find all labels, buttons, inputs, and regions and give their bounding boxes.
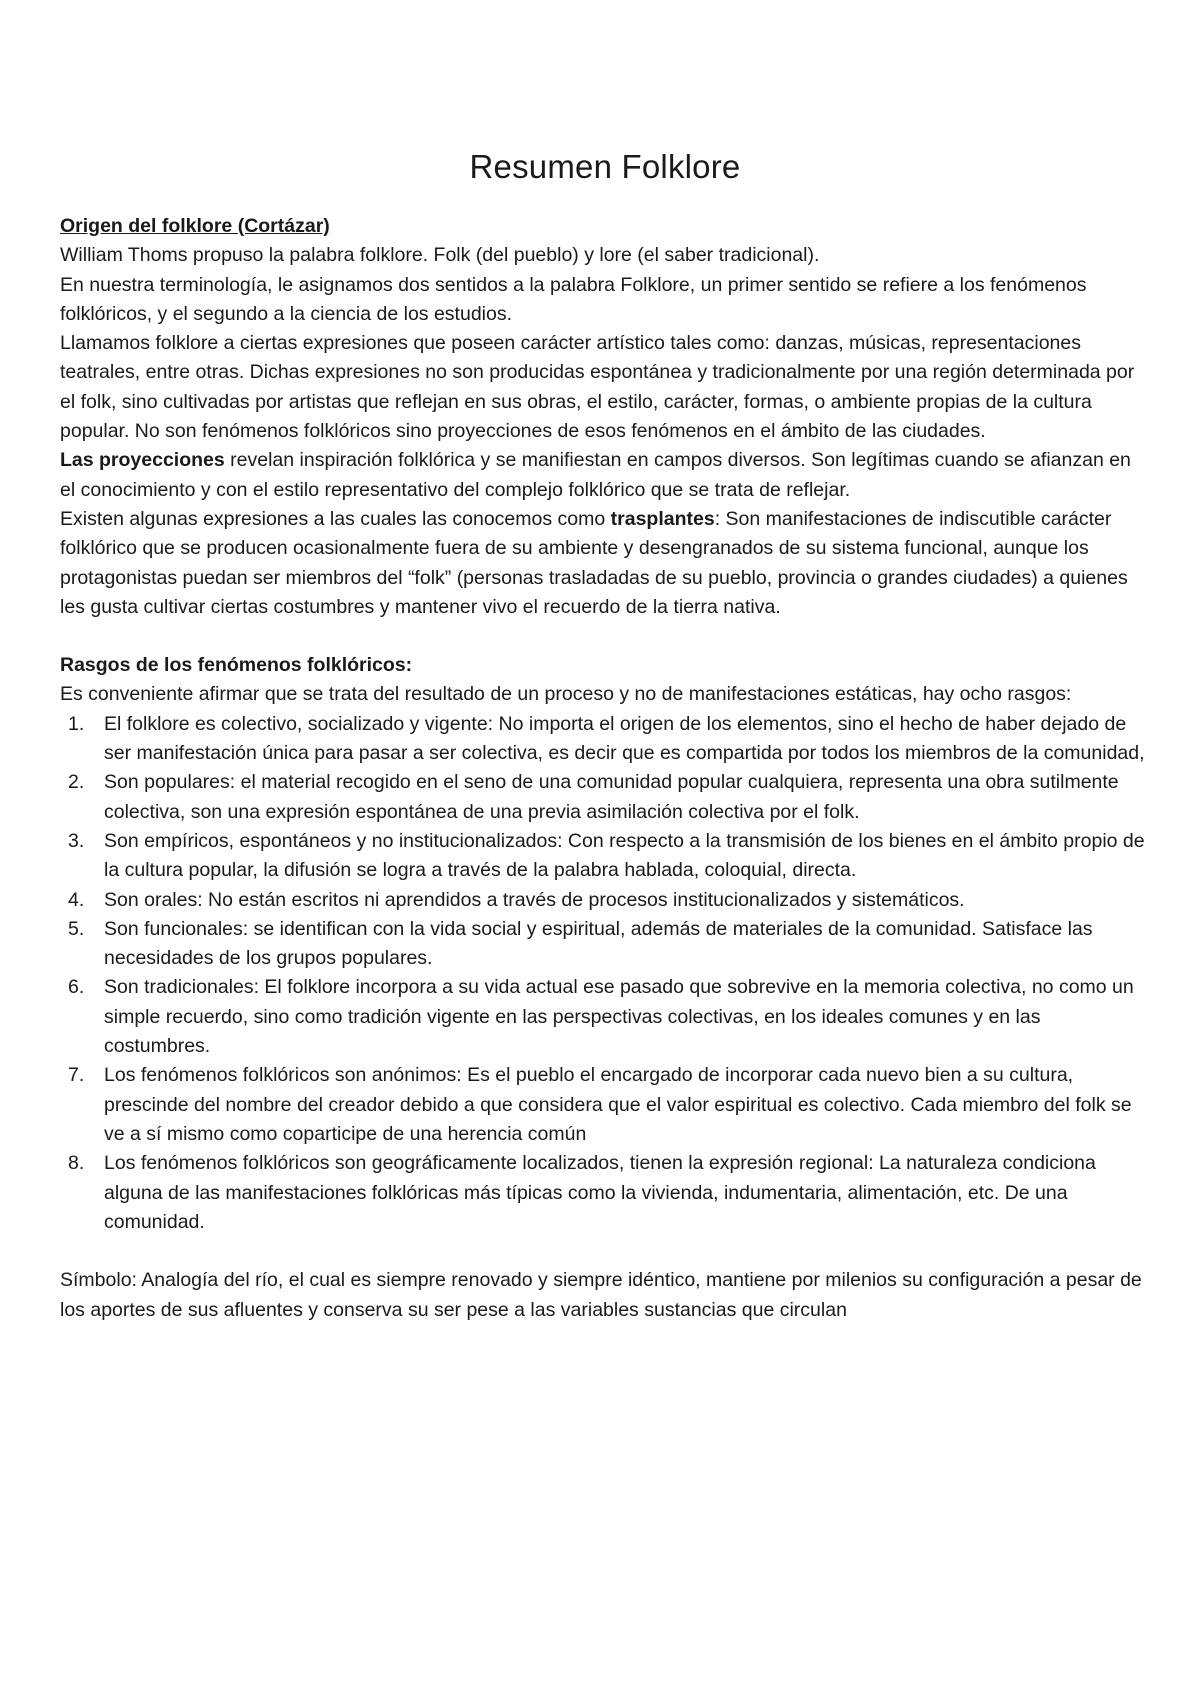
list-item-text: Son populares: el material recogido en el seno de una comunidad popular cualquiera, representa una obra sutilmente colectiva, son una expresión espontánea de una previa asimilación colectiva por el folk. xyxy=(104,771,1119,823)
list-item xyxy=(60,710,1150,769)
list-number: 2. xyxy=(68,771,85,794)
paragraph-simbolo: Símbolo: Analogía del río, el cual es siempre renovado y siempre idéntico, mantiene por milenios su configuración a pesar de los aportes de sus afluentes y conserva su ser pese a las variables sustancias que circulan xyxy=(60,1269,1142,1321)
list-item-text: Son tradicionales: El folklore incorpora a su vida actual ese pasado que sobrevive en la memoria colectiva, no como un simple recuerdo, sino como tradición vigente en las perspectivas colectivas, en los ideales comunes y en las costumbres. xyxy=(104,976,1134,1058)
paragraph-terminologia: En nuestra terminología, le asignamos dos sentidos a la palabra Folklore, un primer sentido se refiere a los fenómenos folklóricos, y el segundo a la ciencia de los estudios. xyxy=(60,273,1087,325)
paragraph-thoms: William Thoms propuso la palabra folklore. Folk (del pueblo) y lore (el saber tradicional). xyxy=(60,244,820,267)
list-item xyxy=(60,1061,1150,1149)
list-item-text: Son empíricos, espontáneos y no institucionalizados: Con respecto a la transmisión de los bienes en el ámbito propio de la cultura popular, la difusión se logra a través de la palabra hablada, coloquial, directa. xyxy=(104,829,1145,882)
document-page xyxy=(60,130,1150,1325)
paragraph-llamamos: Llamamos folklore a ciertas expresiones que poseen carácter artístico tales como: danzas, músicas, representaciones teatrales, entre otras. Dichas expresiones no son producidas espontánea y tradicionalmente por una región determinada por el folk, sino cultivadas por artistas que reflejan en sus obras, el estilo, carácter, formas, o ambiente propias de la cultura popular. No son fenómenos folklóricos sino proyecciones de esos fenómenos en el ámbito de las ciudades. xyxy=(60,332,1135,443)
list-item-text: El folklore es colectivo, socializado y vigente: No importa el origen de los elementos, sino el hecho de haber dejado de ser manifestación única para pasar a ser colectiva, es decir que es compartida por todos los miembros de la comunidad, xyxy=(104,712,1145,765)
list-number: 7. xyxy=(68,1064,85,1087)
list-item-text: Los fenómenos folklóricos son anónimos: Es el pueblo el encargado de incorporar cada nuevo bien a su cultura, prescinde del nombre del creador debido a que considera que el valor espiritual es colectivo. Cada miembro del folk se ve a sí mismo como coparticipe de una herencia común xyxy=(104,1064,1132,1145)
list-item xyxy=(60,768,1150,827)
section-heading-origen: Origen del folklore (Cortázar) xyxy=(60,215,330,237)
list-item-text: Son funcionales: se identifican con la vida social y espiritual, además de materiales de la comunidad. Satisface las necesidades de los grupos populares. xyxy=(104,917,1093,970)
list-number: 6. xyxy=(68,976,85,999)
list-item xyxy=(60,886,1150,915)
paragraph-trasplantes-text: : Son manifestaciones de indiscutible carácter folklórico que se producen ocasionalmente fuera de su ambiente y desengranados de su sistema funcional, aunque los protagonistas puedan ser miembros del “folk” (personas trasladadas de su pueblo, provincia o grandes ciudades) a quienes les gusta cultivar ciertas costumbres y mantener vivo el recuerdo de la tierra nativa. xyxy=(60,507,1128,618)
paragraph-rasgos-intro: Es conveniente afirmar que se trata del resultado de un proceso y no de manifestaciones estáticas, hay ocho rasgos: xyxy=(60,683,1072,706)
list-item xyxy=(60,973,1150,1061)
list-item xyxy=(60,827,1150,886)
paragraph-proyecciones-text: revelan inspiración folklórica y se manifiestan en campos diversos. Son legítimas cuando se afianzan en el conocimiento y con el estilo representativo del complejo folklórico que se trata de reflejar. xyxy=(60,449,1131,501)
section-heading-rasgos: Rasgos de los fenómenos folklóricos: xyxy=(60,654,413,677)
list-number: 4. xyxy=(68,888,85,911)
paragraph-trasplantes xyxy=(60,505,1150,622)
list-number: 5. xyxy=(68,917,85,940)
paragraph-proyecciones xyxy=(60,446,1150,505)
list-item xyxy=(60,1149,1150,1237)
document-title: Resumen Folklore xyxy=(469,148,741,185)
list-item-text: Son orales: No están escritos ni aprendidos a través de procesos institucionalizados y sistemáticos. xyxy=(104,888,965,911)
list-item xyxy=(60,915,1150,974)
bold-term-trasplantes: trasplantes xyxy=(610,507,715,530)
paragraph-trasplantes-start: Existen algunas expresiones a las cuales las conocemos como xyxy=(60,507,611,530)
list-number: 1. xyxy=(68,712,85,735)
list-number: 3. xyxy=(68,829,85,852)
list-number: 8. xyxy=(68,1152,85,1175)
rasgos-list xyxy=(60,710,1150,1237)
bold-term-proyecciones: Las proyecciones xyxy=(60,449,225,472)
list-item-text: Los fenómenos folklóricos son geográficamente localizados, tienen la expresión regional: La naturaleza condiciona alguna de las manifestaciones folklóricas más típicas como la vivienda, indumentaria, alimentación, etc. De una comunidad. xyxy=(104,1152,1096,1233)
paragraph-spacer xyxy=(60,1237,1150,1266)
